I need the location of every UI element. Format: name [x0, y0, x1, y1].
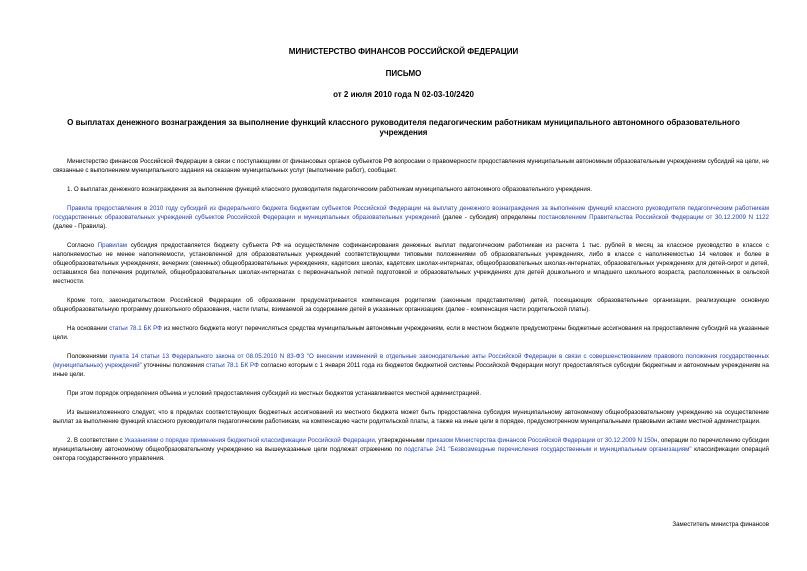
rules-link[interactable]: Правила предоставления в 2010 году субсидий из федерального бюджета бюджетам субъектов Российской Федерации на выплату денежного вознаграждения за выполнение функций классного руководителя педагогическим работникам государственных образовательных учреждений субъектов Российской Федерации и муниципальных образовательных учреждений: [53, 205, 769, 221]
paragraph-7: [53, 352, 769, 379]
paragraph-6-pre: На основании: [67, 325, 110, 332]
paragraph-1: Министерство финансов Российской Федерации в связи с поступающими от финансовых органов субъектов РФ вопросами о правомерности предоставления муниципальным автономным образовательным учреждениям субсидий на цели, не связанные с выполнением муниципального задания на оказание муниципальных услуг (выполнение работ), сообщает.: [53, 158, 769, 174]
paragraph-6-text: из местного бюджета могут перечисляться средства муниципальным автономным учреждениям, если в местном бюджете предусмотрены бюджетные ассигнования на предоставление субсидий на указанные цели.: [53, 325, 770, 341]
signature-line: Заместитель министра финансов: [672, 521, 769, 528]
paragraph-8: При этом порядок определения объема и условий предоставления субсидий из местных бюджетов устанавливается местной администрацией.: [67, 390, 482, 397]
paragraph-4-pre: Согласно: [67, 242, 98, 249]
paragraph-4-text: субсидия предоставляется бюджету субъекта РФ на осуществление софинансирования денежных выплат педагогическим работникам из расчета 1 тыс. рублей в месяц за классное руководство в классе с наполняемостью не менее наполняемости, установленной для образовательных учреждений соответствующими типовыми положениями об образовательных учреждениях, либо в классе с наполняемостью 14 человек и более в общеобразовательных учреждениях, вечерних (сменных) общеобразовательных учреждениях, кадетских школах, кадетских школах-интернатах, общеобразовательных школах-интернатах, образовательных учреждениях для детей-сирот и детей, оставшихся без попечения родителей, общеобразовательных школах-интернатах с первоначальной летной подготовкой и образовательных учреждениях для детей дошкольного и младшего школьного возраста, расположенных в сельской местности.: [53, 242, 769, 285]
ministry-heading: МИНИСТЕРСТВО ФИНАНСОВ РОССИЙСКОЙ ФЕДЕРАЦИИ: [288, 47, 519, 56]
paragraph-10-pre: 2. В соответствии с: [67, 437, 125, 444]
resolution-link[interactable]: постановлением Правительства Российской Федерации от 30.12.2009 N 1122: [538, 214, 769, 221]
date-number-heading: от 2 июля 2010 года N 02-03-10/2420: [333, 90, 474, 99]
paragraph-10: [53, 436, 769, 463]
rules-link-2[interactable]: Правилам: [97, 242, 128, 249]
paragraph-6: [53, 324, 769, 342]
paragraph-10-tail: классификации операций сектора государственного управления.: [53, 446, 769, 462]
paragraph-2: 1. О выплатах денежного вознаграждения за выполнение функций классного руководителя педагогическим работникам муниципального автономного образовательного учреждения.: [67, 186, 592, 193]
substatia-241-link[interactable]: подстатье 241 "Безвозмездные перечисления государственным и муниципальным организациям": [404, 446, 692, 453]
doc-type-heading: ПИСЬМО: [385, 69, 422, 78]
order-link[interactable]: приказом Министерства финансов Российской Федерации от 30.12.2009 N 150н: [426, 437, 658, 444]
letter-title: О выплатах денежного вознаграждения за выполнение функций классного руководителя педагогическим работникам муниципального автономного образовательного учреждения: [67, 118, 740, 137]
paragraph-9: Из вышеизложенного следует, что в пределах соответствующих бюджетных ассигнований из местного бюджета может быть предоставлена субсидия муниципальному автономному общеобразовательному учреждению на осуществление выплат за выполнение функций классного руководителя педагогическим работникам, на компенсацию части родительской платы, а также на иные цели в порядке, предусмотренном муниципальными правовыми актами местной администрации.: [53, 409, 769, 425]
paragraph-3: [53, 204, 769, 231]
paragraph-7-pre: Положениями: [67, 353, 110, 360]
instructions-link[interactable]: Указаниями о порядке применения бюджетной классификации Российской Федерации: [124, 437, 375, 444]
paragraph-7-text-1: уточнены положения: [141, 362, 207, 369]
paragraph-3-tail: (далее - Правила).: [53, 223, 108, 230]
paragraph-4: [53, 241, 769, 286]
article-78-link-2[interactable]: статьи 78.1 БК РФ: [206, 362, 259, 369]
paragraph-10-text-2: , операции по перечислению субсидии муниципальному автономному общеобразовательному учреждению на вышеуказанные цели подлежат отражению по: [53, 437, 769, 453]
letter-body: [53, 157, 769, 473]
paragraph-5: Кроме того, законодательством Российской Федерации об образовании предусматривается компенсация родителям (законным представителям) детей, посещающих образовательные организации, реализующие основную общеобразовательную программу дошкольного образования, части платы, взимаемой за содержание детей в указанных организациях (далее - компенсация части родительской платы).: [53, 297, 769, 313]
article-78-link[interactable]: статьи 78.1 БК РФ: [109, 325, 162, 332]
paragraph-10-text-1: , утвержденными: [374, 437, 427, 444]
paragraph-3-text: (далее - субсидия) определены: [439, 214, 539, 221]
federal-law-link[interactable]: пункта 14 статьи 13 Федерального закона от 08.05.2010 N 83-ФЗ "О внесении изменений в отдельные законодательные акты Российской Федерации в связи с совершенствованием правового положения государственных (муниципальных) учреждений": [53, 353, 769, 369]
paragraph-7-text-2: согласно которым с 1 января 2011 года из бюджетов бюджетной системы Российской Федерации могут предоставляться субсидии бюджетным и автономным учреждениям на иные цели.: [53, 362, 770, 378]
